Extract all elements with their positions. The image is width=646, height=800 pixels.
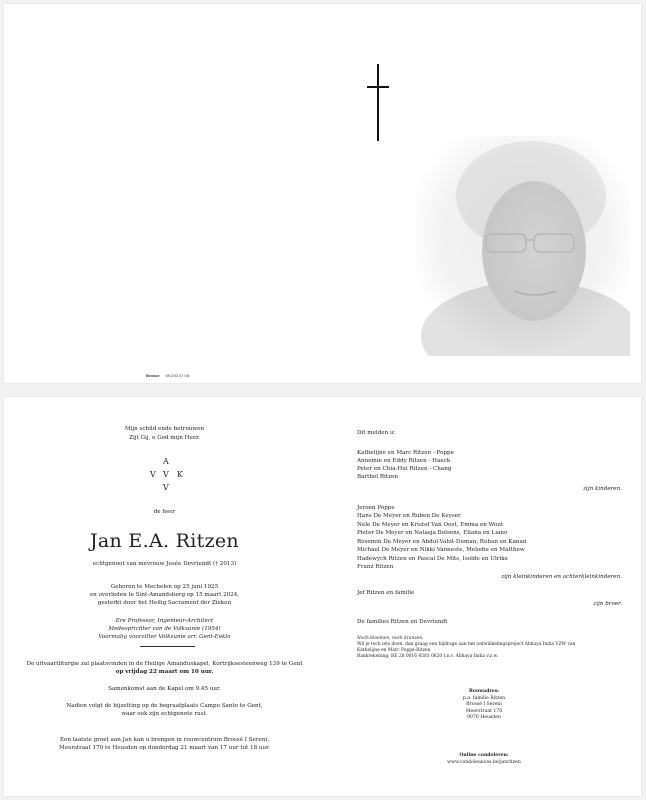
portrait-photo xyxy=(416,136,630,356)
deceased-name: Jan E.A. Ritzen xyxy=(90,530,239,552)
address-line-4: 9070 Heusden xyxy=(467,715,501,721)
cover-card xyxy=(4,4,641,383)
address-line-3: Meerstraat 170 xyxy=(465,708,503,714)
poem-line-1: Mijn schild ende betrouwen xyxy=(124,426,205,432)
burial-line-2: waar ook zijn echtgenote rust. xyxy=(121,711,208,717)
funeral-home-logo xyxy=(146,373,189,378)
avvk-left-v: V xyxy=(150,470,156,479)
burial-line-1: Nadien volgt de bijzetting op de begraafplaats Campo Santo te Gent, xyxy=(66,703,263,709)
inner-card xyxy=(4,397,641,796)
avvk-top: A xyxy=(163,457,169,466)
grandchild-6: Michael De Meyer en Nikki Vanneste, Melodie en Matthew xyxy=(357,547,525,553)
grandchild-8: Franz Ritzen xyxy=(357,564,394,570)
grandchildren-label: zijn kleinkinderen en achterkleinkinderen. xyxy=(501,574,622,580)
grandchild-4: Pieter De Meyer en Natasja Bolsens, Eliana en Liano xyxy=(357,530,508,536)
life-line-1: Geboren te Mechelen op 25 juni 1925 xyxy=(110,584,219,590)
child-3: Peter en Chia-Hui Ritzen - Chang xyxy=(357,466,452,472)
mourning-address xyxy=(434,689,534,722)
address-title: Rouwadres: xyxy=(469,689,499,694)
cross-icon xyxy=(377,64,379,141)
grandchild-2: Hans De Meyer en Ruben De Keyser xyxy=(357,513,461,519)
online-title: Online condoleren: xyxy=(459,753,509,758)
title-line-1: Ere Professor, Ingenieur-Architect xyxy=(115,618,214,624)
online-condolences xyxy=(434,753,534,766)
grandchild-3: Nele De Meyer en Kristof Van Oost, Emma en Wout xyxy=(357,522,504,528)
liturgy-line-2: op vrijdag 22 maart om 10 uur. xyxy=(115,669,214,675)
avvk-bottom: V xyxy=(163,483,169,492)
donation-line-2: Kathelijne en Marc Poppe-Ritzen xyxy=(357,648,431,653)
grandchild-5: Rosemin De Meyer en Abdul-Vahit-Duman, Rohan en Kanan xyxy=(357,539,527,545)
address-line-2: Brossé I Sereni xyxy=(466,702,502,708)
avvk-middle-v: V xyxy=(163,470,169,479)
spouse-line: echtgenoot van mevrouw Josée Devriendt († 2013) xyxy=(92,561,237,567)
de-heer: de heer xyxy=(153,509,176,515)
intro-line: Dit melden u: xyxy=(357,430,396,436)
life-line-3: gesterkt door het Heilig Sacrament der Zieken xyxy=(97,600,232,606)
divider xyxy=(140,646,195,647)
donation-line-3: Bankrekening: BE 28 0016 4583 0620 t.n.v. Abhaya India v.z.w. xyxy=(357,654,499,659)
visit-line-2: Meerstraat 170 te Heusden op donderdag 21 maart van 17 uur tot 18 uur. xyxy=(59,745,270,751)
children-label: zijn kinderen. xyxy=(583,486,622,492)
liturgy-line-1: De uitvaartliturgie zal plaatsvinden in de Heilige Amanduskapel, Kortrijksesteenweg 139 te Gent xyxy=(26,661,303,667)
funeral-home-name: Brossé xyxy=(146,373,160,378)
child-4: Barthel Ritzen xyxy=(357,474,398,480)
brother-label: zijn broer. xyxy=(593,601,622,607)
gathering-line: Samenkomst aan de Kapel om 9.45 uur. xyxy=(108,686,221,692)
title-line-3: Voormalig voorzitter Volksunie arr. Gent-Eeklo xyxy=(98,634,231,640)
child-1: Kathelijne en Marc Ritzen - Poppe xyxy=(357,450,454,456)
families-line: De families Ritzen en Devriendt xyxy=(357,619,448,625)
avvk-k: K xyxy=(177,470,183,479)
grandchild-7: Hadewych Ritzen en Pascal De Mits, Isolde en Ulrike xyxy=(357,556,508,562)
funeral-home-phone: 09 230 07 08 xyxy=(165,373,189,378)
no-flowers: Noch bloemen, noch kransen. xyxy=(357,636,424,641)
child-2: Annemie en Eddy Ritzen - Haeck xyxy=(357,458,451,464)
title-line-2: Medeoprichter van de Volksunie (1954) xyxy=(108,626,221,632)
online-url[interactable]: www.condoleances.be/janritzen xyxy=(447,759,521,765)
visit-line-1: Een laatste groet aan Jan kan u brengen in rouwcentrum Brossé I Sereni, xyxy=(59,737,270,743)
donation-line-1: Wil je toch iets doen, dan graag een bijdrage aan het ontwikkelingsproject Abhaya India VZW van xyxy=(357,642,576,647)
poem-line-2: Zijt Gij, o God mijn Heer. xyxy=(129,435,200,441)
grandchild-1: Jeroen Poppe xyxy=(357,505,395,511)
brother-line: Jef Ritzen en familie xyxy=(357,590,415,596)
address-line-1: p.a. familie Ritzen xyxy=(462,695,506,701)
life-line-2: en overleden te Sint-Amandsberg op 15 maart 2024, xyxy=(89,592,240,598)
cross-icon-bar xyxy=(367,86,389,88)
